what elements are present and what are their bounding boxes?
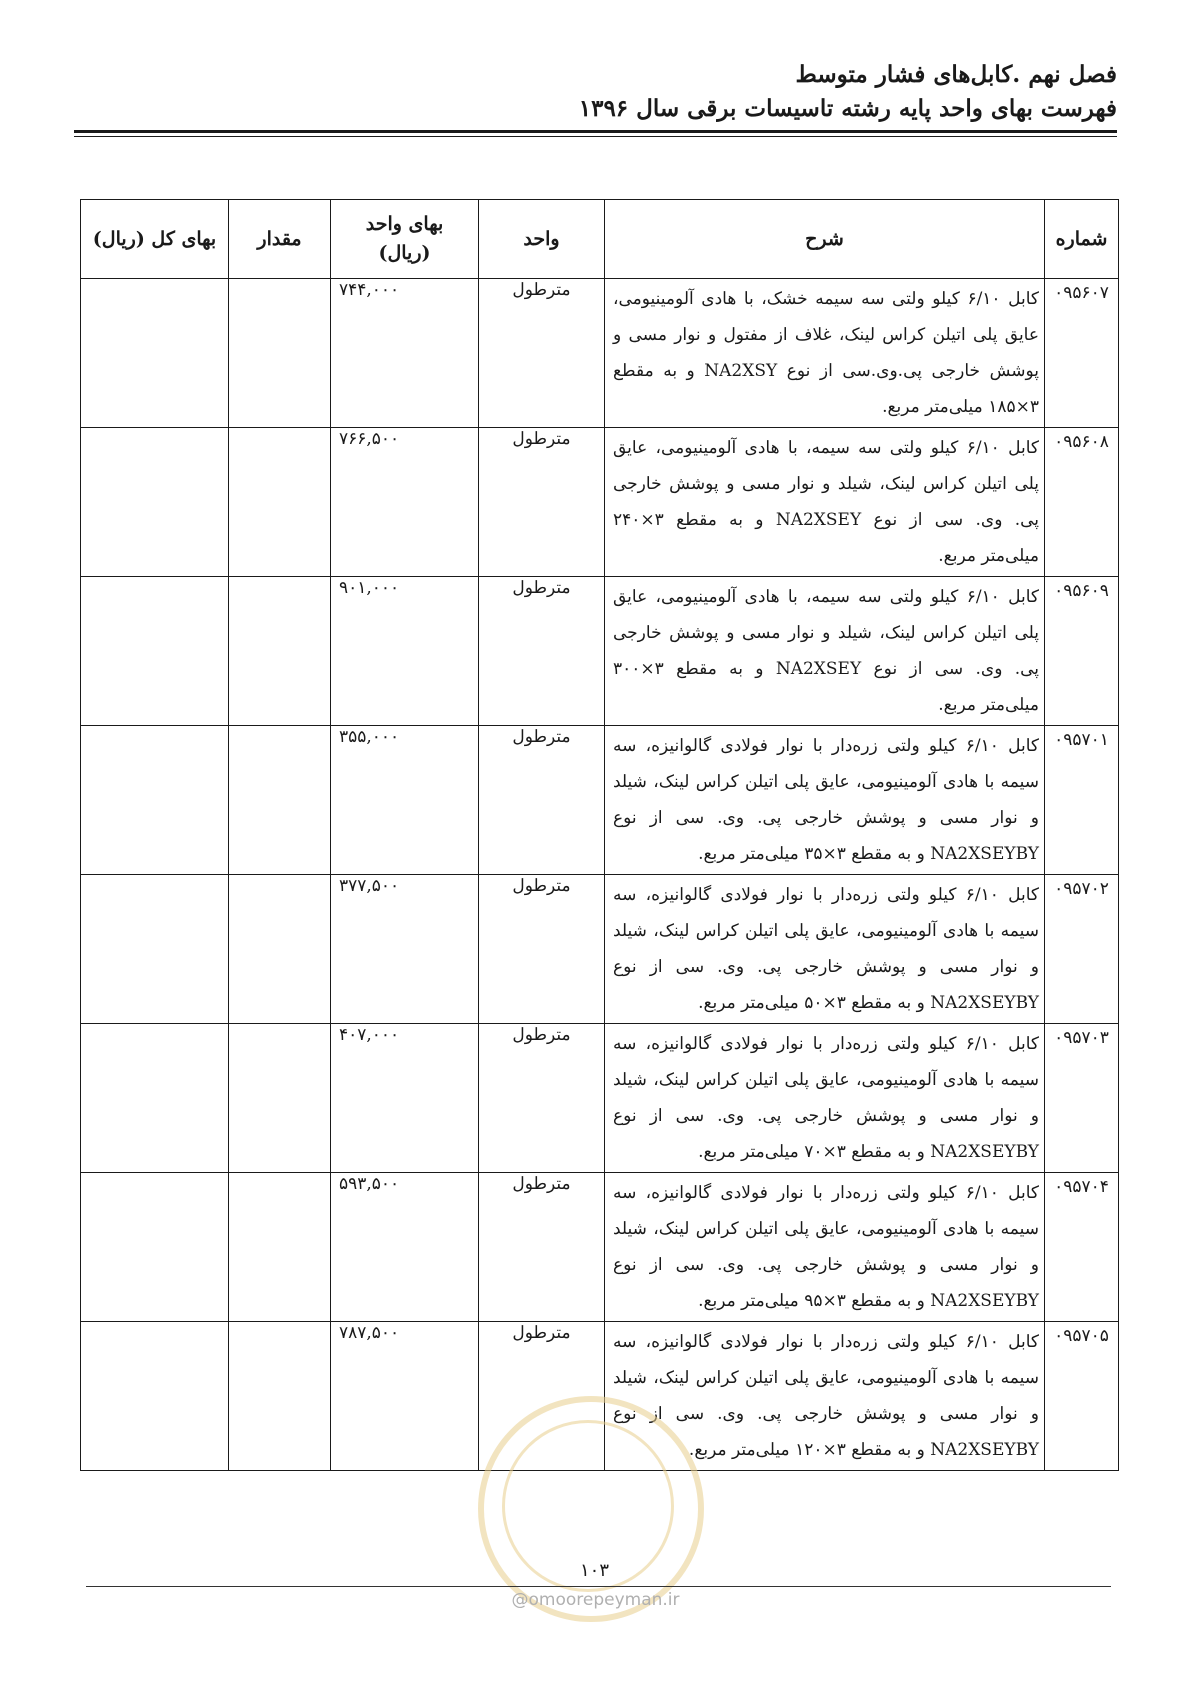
item-quantity — [229, 726, 331, 875]
watermark-seal-icon — [478, 1396, 704, 1622]
item-total-price — [81, 577, 229, 726]
description-text: کابل ۶/۱۰ کیلو ولتی زره‌دار با نوار فولادی گالوانیزه، سه سیمه با هادی آلومینیومی، عایق پلی اتیلن کراس لینک، شیلد و نوار مسی و پوشش خارجی پی. وی. سی از نوع — [613, 1332, 1039, 1424]
item-unit-price: ۵۹۳,۵۰۰ — [331, 1173, 479, 1322]
item-unit: مترطول — [479, 1322, 605, 1471]
description-section: و به مقطع ۳×۳۵ میلی‌متر مربع. — [698, 844, 925, 864]
item-total-price — [81, 1173, 229, 1322]
col-header-description: شرح — [605, 200, 1045, 279]
description-text: کابل ۶/۱۰ کیلو ولتی زره‌دار با نوار فولادی گالوانیزه، سه سیمه با هادی آلومینیومی، عایق پلی اتیلن کراس لینک، شیلد و نوار مسی و پوشش خارجی پی. وی. سی از نوع — [613, 885, 1039, 977]
description-text: کابل ۶/۱۰ کیلو ولتی سه سیمه خشک، با هادی آلومینیومی، عایق پلی اتیلن کراس لینک، غلاف از مفتول و نوار مسی و پوشش خارجی پی.وی.سی از نوع — [613, 289, 1040, 381]
item-unit: مترطول — [479, 577, 605, 726]
table-row — [81, 279, 1119, 428]
item-number: ۰۹۵۷۰۲ — [1045, 875, 1119, 1024]
table-row — [81, 875, 1119, 1024]
item-quantity — [229, 875, 331, 1024]
cable-type-code: NA2XSEYBY — [930, 1440, 1039, 1460]
item-number: ۰۹۵۷۰۴ — [1045, 1173, 1119, 1322]
description-text: کابل ۶/۱۰ کیلو ولتی زره‌دار با نوار فولادی گالوانیزه، سه سیمه با هادی آلومینیومی، عایق پلی اتیلن کراس لینک، شیلد و نوار مسی و پوشش خارجی پی. وی. سی از نوع — [613, 1183, 1039, 1275]
description-section: و به مقطع ۳×۲۴۰ میلی‌متر مربع. — [613, 510, 1039, 566]
cable-type-code: NA2XSEYBY — [930, 1291, 1039, 1311]
item-quantity — [229, 1322, 331, 1471]
footer-rule — [86, 1586, 1111, 1587]
item-number: ۰۹۵۷۰۱ — [1045, 726, 1119, 875]
item-quantity — [229, 1173, 331, 1322]
table-row — [81, 726, 1119, 875]
item-description — [605, 279, 1045, 428]
description-text: کابل ۶/۱۰ کیلو ولتی سه سیمه، با هادی آلومینیومی، عایق پلی اتیلن کراس لینک، شیلد و نوار مسی و پوشش خارجی پی. وی. سی از نوع — [613, 438, 1040, 530]
header-rule-thick — [74, 130, 1117, 133]
item-number: ۰۹۵۷۰۳ — [1045, 1024, 1119, 1173]
item-unit-price: ۹۰۱,۰۰۰ — [331, 577, 479, 726]
item-description — [605, 428, 1045, 577]
item-description — [605, 1024, 1045, 1173]
item-total-price — [81, 428, 229, 577]
document-subtitle: فهرست بهای واحد پایه رشته تاسیسات برقی سال ۱۳۹۶ — [578, 95, 1117, 122]
item-total-price — [81, 875, 229, 1024]
footer-credit: @omoorepeyman.ir — [511, 1590, 680, 1610]
item-unit: مترطول — [479, 1173, 605, 1322]
unit-price-header-line1: بهای واحد — [365, 213, 444, 235]
item-total-price — [81, 726, 229, 875]
item-quantity — [229, 428, 331, 577]
table-row — [81, 1024, 1119, 1173]
price-list-table — [80, 199, 1119, 1471]
col-header-number: شماره — [1045, 200, 1119, 279]
item-number: ۰۹۵۶۰۹ — [1045, 577, 1119, 726]
table-row — [81, 1173, 1119, 1322]
item-unit-price: ۷۴۴,۰۰۰ — [331, 279, 479, 428]
page-number: ۱۰۳ — [580, 1560, 610, 1581]
item-description — [605, 875, 1045, 1024]
item-quantity — [229, 1024, 331, 1173]
description-section: و به مقطع ۳×۷۰ میلی‌متر مربع. — [698, 1142, 925, 1162]
item-unit-price: ۷۸۷,۵۰۰ — [331, 1322, 479, 1471]
item-quantity — [229, 279, 331, 428]
item-unit: مترطول — [479, 726, 605, 875]
cable-type-code: NA2XSEYBY — [930, 1142, 1039, 1162]
item-unit-price: ۳۷۷,۵۰۰ — [331, 875, 479, 1024]
table-header-row — [81, 200, 1119, 279]
description-section: و به مقطع ۳×۵۰ میلی‌متر مربع. — [698, 993, 925, 1013]
description-section: و به مقطع ۳×۳۰۰ میلی‌متر مربع. — [613, 659, 1039, 715]
description-text: کابل ۶/۱۰ کیلو ولتی زره‌دار با نوار فولادی گالوانیزه، سه سیمه با هادی آلومینیومی، عایق پلی اتیلن کراس لینک، شیلد و نوار مسی و پوشش خارجی پی. وی. سی از نوع — [613, 1034, 1039, 1126]
item-total-price — [81, 279, 229, 428]
description-section: و به مقطع ۳×۹۵ میلی‌متر مربع. — [698, 1291, 925, 1311]
description-text: کابل ۶/۱۰ کیلو ولتی زره‌دار با نوار فولادی گالوانیزه، سه سیمه با هادی آلومینیومی، عایق پلی اتیلن کراس لینک، شیلد و نوار مسی و پوشش خارجی پی. وی. سی از نوع — [613, 736, 1039, 828]
item-number: ۰۹۵۶۰۸ — [1045, 428, 1119, 577]
unit-price-header-line2: (ریال) — [378, 242, 431, 264]
col-header-quantity: مقدار — [229, 200, 331, 279]
item-unit-price: ۳۵۵,۰۰۰ — [331, 726, 479, 875]
item-unit-price: ۷۶۶,۵۰۰ — [331, 428, 479, 577]
description-text: کابل ۶/۱۰ کیلو ولتی سه سیمه، با هادی آلومینیومی، عایق پلی اتیلن کراس لینک، شیلد و نوار مسی و پوشش خارجی پی. وی. سی از نوع — [613, 587, 1040, 679]
cable-type-code: NA2XSEYBY — [930, 993, 1039, 1013]
item-quantity — [229, 577, 331, 726]
header-rule-thin — [74, 136, 1117, 137]
table-row — [81, 428, 1119, 577]
item-total-price — [81, 1322, 229, 1471]
item-description — [605, 577, 1045, 726]
item-total-price — [81, 1024, 229, 1173]
col-header-total-price: بهای کل (ریال) — [81, 200, 229, 279]
item-unit: مترطول — [479, 1024, 605, 1173]
item-number: ۰۹۵۷۰۵ — [1045, 1322, 1119, 1471]
item-unit: مترطول — [479, 279, 605, 428]
item-description — [605, 1173, 1045, 1322]
item-number: ۰۹۵۶۰۷ — [1045, 279, 1119, 428]
description-section: و به مقطع ۳×۱۲۰ میلی‌متر مربع. — [688, 1440, 925, 1460]
cable-type-code: NA2XSEY — [775, 659, 862, 679]
col-header-unit: واحد — [479, 200, 605, 279]
col-header-unit-price — [331, 200, 479, 279]
table-row — [81, 577, 1119, 726]
cable-type-code: NA2XSEY — [775, 510, 862, 530]
chapter-title: فصل نهم .کابل‌های فشار متوسط — [795, 61, 1117, 88]
cable-type-code: NA2XSY — [704, 361, 778, 381]
item-description — [605, 726, 1045, 875]
item-unit-price: ۴۰۷,۰۰۰ — [331, 1024, 479, 1173]
description-section: و به مقطع ۳×۱۸۵ میلی‌متر مربع. — [613, 361, 1039, 417]
item-unit: مترطول — [479, 428, 605, 577]
page-header — [579, 58, 1117, 126]
cable-type-code: NA2XSEYBY — [930, 844, 1039, 864]
item-unit: مترطول — [479, 875, 605, 1024]
